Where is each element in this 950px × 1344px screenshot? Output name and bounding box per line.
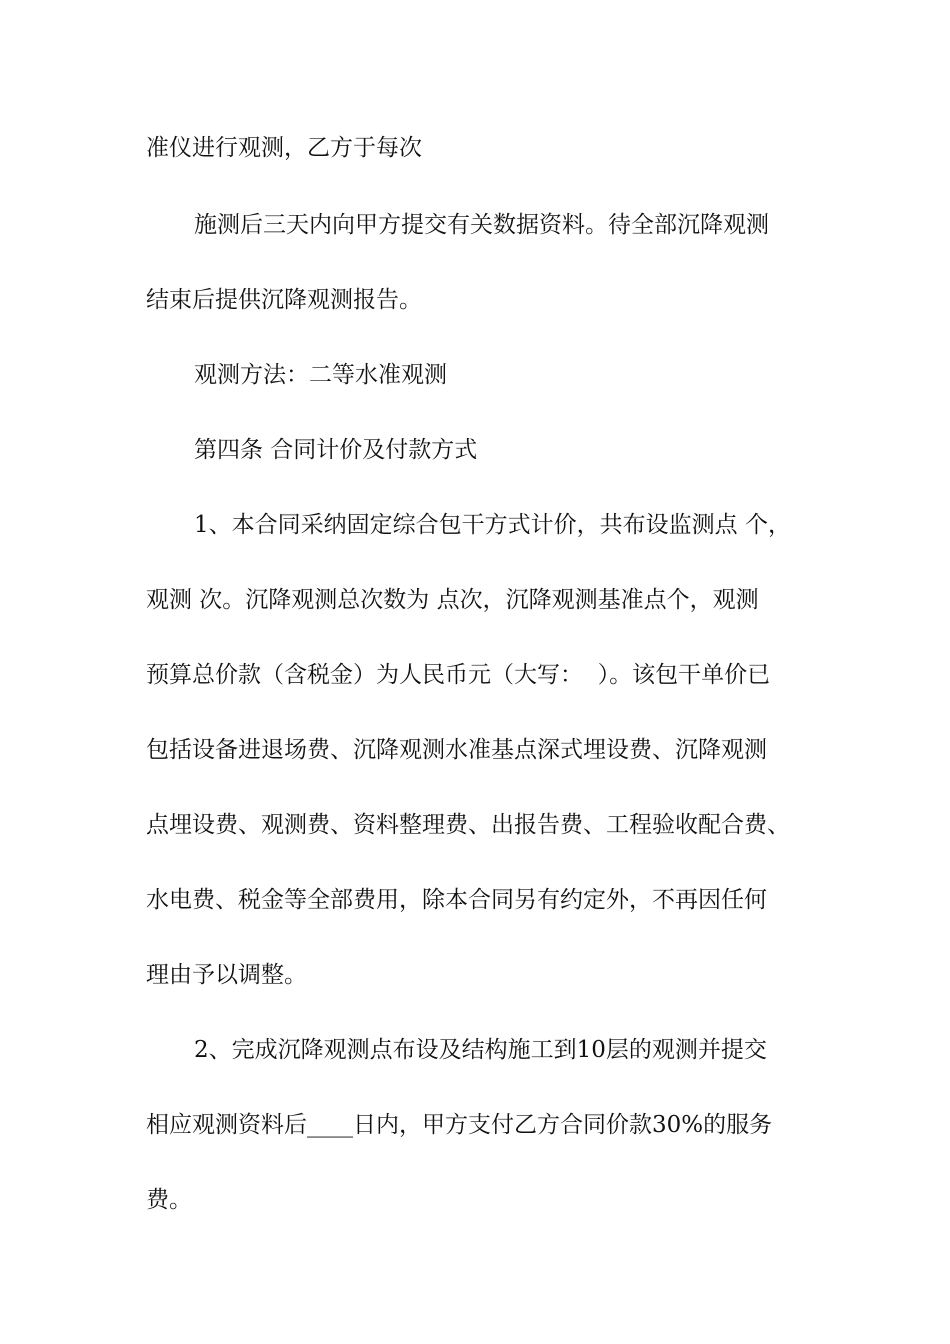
text-line-13: 2、完成沉降观测点布设及结构施工到10层的观测并提交 [194,1037,767,1063]
text-line-3: 结束后提供沉降观测报告。 [146,287,422,313]
text-line-15: 费。 [146,1187,192,1213]
text-line-4: 观测方法：二等水准观测 [194,362,447,388]
text-line-8: 预算总价款（含税金）为人民币元（大写： ）。该包干单价已 [146,662,771,688]
text-line-7: 观测 次。沉降观测总次数为 点次，沉降观测基准点个，观测 [146,587,759,613]
text-line-14: 相应观测资料后____日内，甲方支付乙方合同价款30%的服务 [146,1112,773,1138]
text-line-1: 准仪进行观测，乙方于每次 [146,135,422,161]
text-line-12: 理由予以调整。 [146,962,307,988]
text-line-10: 点埋设费、观测费、资料整理费、出报告费、工程验收配合费、 [146,812,790,838]
text-line-2: 施测后三天内向甲方提交有关数据资料。待全部沉降观测 [194,212,769,238]
text-line-9: 包括设备进退场费、沉降观测水准基点深式埋设费、沉降观测 [146,737,767,763]
text-line-6: 1、本合同采纳固定综合包干方式计价，共布设监测点 个， [194,512,791,538]
text-line-11: 水电费、税金等全部费用，除本合同另有约定外，不再因任何 [146,887,767,913]
section-heading: 第四条 合同计价及付款方式 [194,437,478,463]
